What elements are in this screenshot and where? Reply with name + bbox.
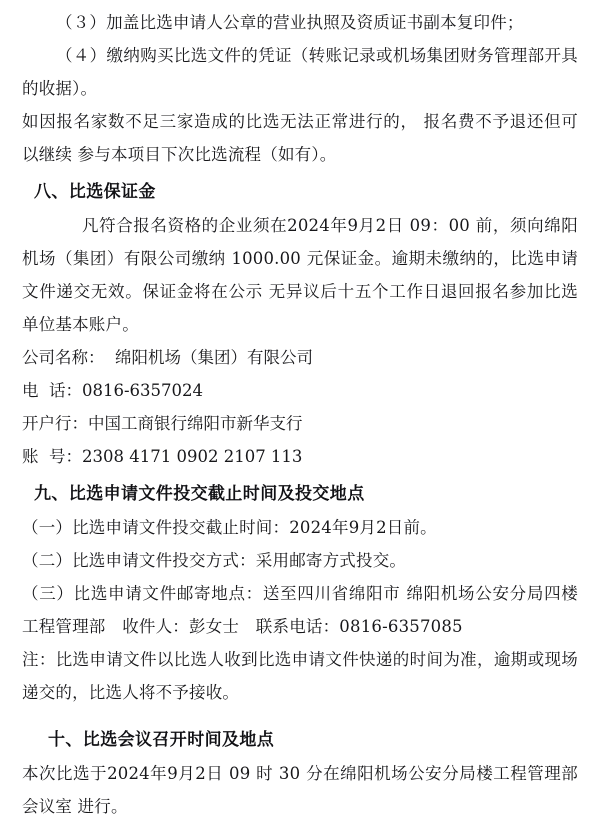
section-9-note: 注：比选申请文件以比选人收到比选申请文件快递的时间为准，逾期或现场递交的，比选人将不予接收。 [22, 650, 578, 702]
section-9-item-2: （二）比选申请文件投交方式：采用邮寄方式投交。 [22, 551, 407, 570]
list-item-3: （３）加盖比选申请人公章的营业执照及资质证书副本复印件； [56, 13, 524, 32]
list-item-4: （４）缴纳购买比选文件的凭证（转账记录或机场集团财务管理部开具的收据）。 [22, 46, 578, 98]
field-phone: 电 话：0816-6357024 [22, 381, 204, 400]
section-spacer [22, 709, 578, 719]
field-account-number: 账 号：2308 4171 0902 2107 113 [22, 447, 303, 466]
paragraph-refund-policy: 如因报名家数不足三家造成的比选无法正常进行的， 报名费不予退还但可以继续 参与本项目下次比选流程（如有）。 [22, 112, 578, 164]
section-8-body: 凡符合报名资格的企业须在2024年9月2日 09：00 前，须向绵阳机场（集团）有限公司缴纳 1000.00 元保证金。逾期未缴纳的，比选申请文件递交无效。保证金将在公示 无异议后十五个工作日退回报名参加比选单位基本账户。 [22, 216, 578, 334]
section-9-item-3: （三）比选申请文件邮寄地点：送至四川省绵阳市 绵阳机场公安分局四楼工程管理部 收件人：彭女士 联系电话：0816-6357085 [22, 584, 578, 636]
section-9-item-1: （一）比选申请文件投交截止时间：2024年9月2日前。 [22, 518, 437, 537]
section-10-body: 本次比选于2024年9月2日 09 时 30 分在绵阳机场公安分局楼工程管理部会议室 进行。 [22, 764, 578, 816]
field-company-name: 公司名称： 绵阳机场（集团）有限公司 [22, 348, 313, 367]
section-heading-9: 九、比选申请文件投交截止时间及投交地点 [34, 484, 365, 504]
field-bank: 开户行：中国工商银行绵阳市新华支行 [22, 414, 303, 433]
section-heading-10: 十、比选会议召开时间及地点 [48, 730, 275, 750]
section-heading-8: 八、比选保证金 [34, 182, 156, 202]
